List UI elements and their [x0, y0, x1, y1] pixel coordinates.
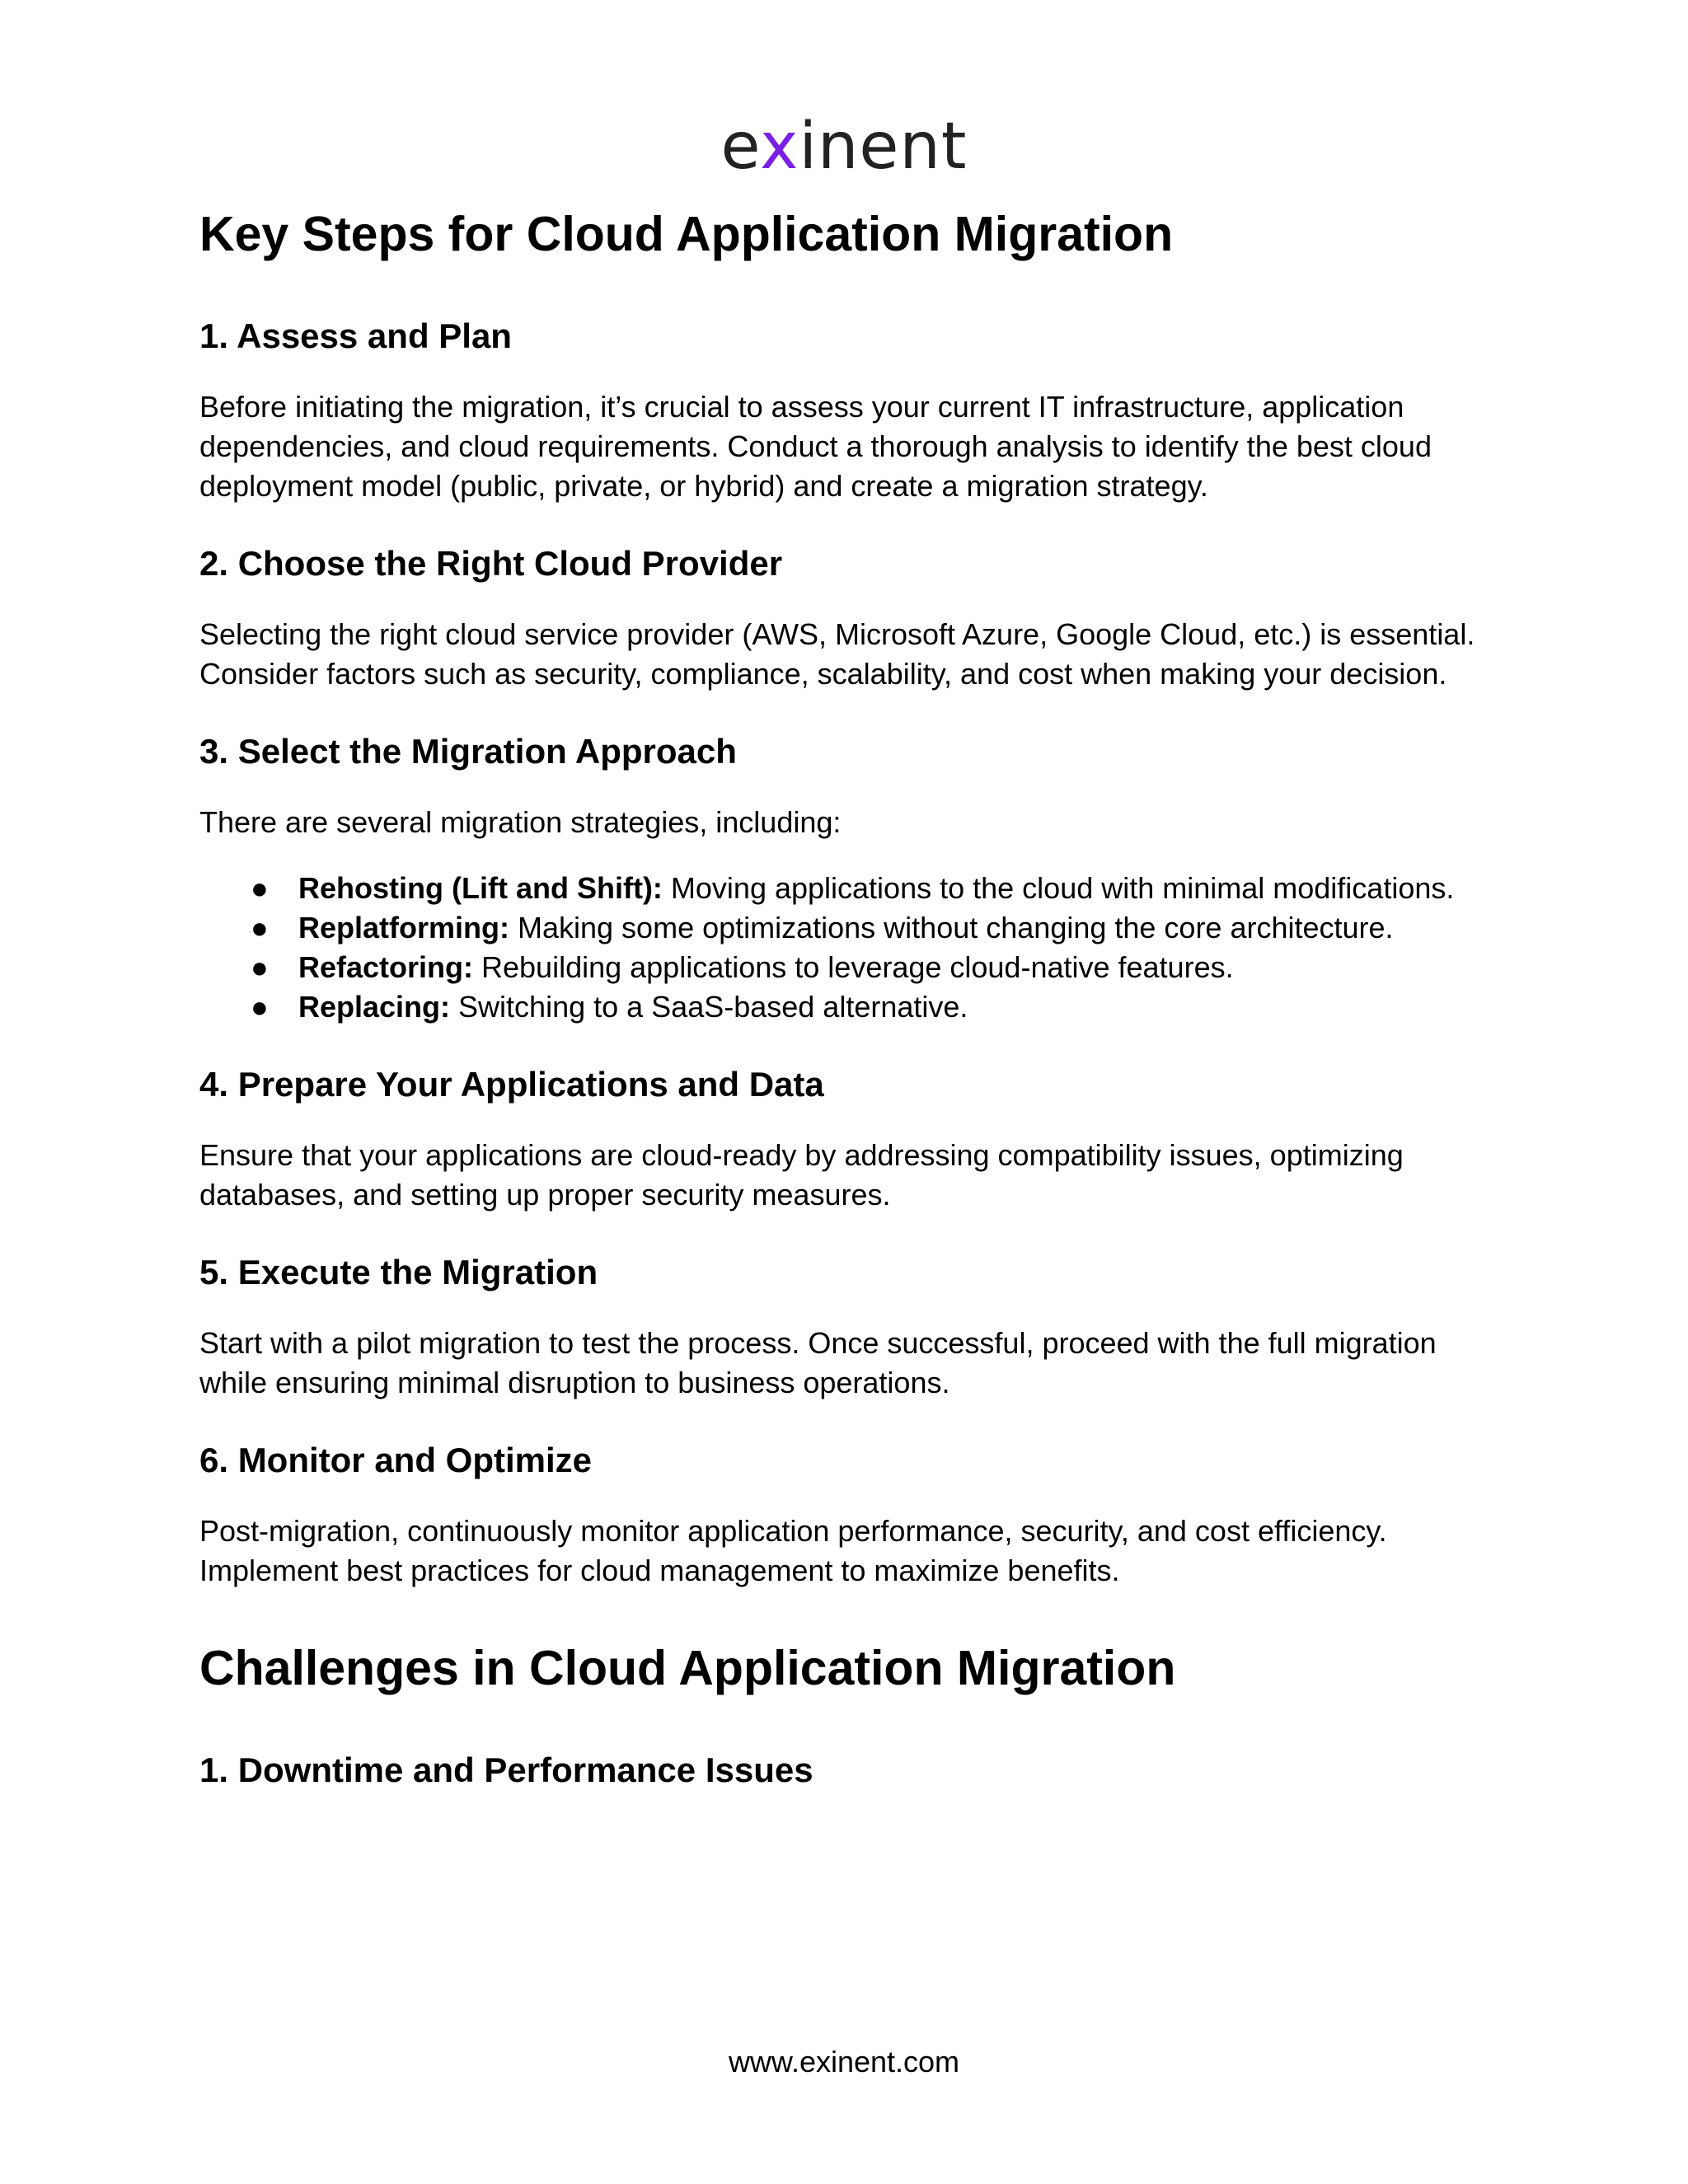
list-item-label: Rehosting (Lift and Shift): — [298, 871, 663, 905]
list-item — [199, 908, 1502, 948]
step-1-heading: 1. Assess and Plan — [199, 316, 512, 355]
logo-prefix: e — [720, 110, 761, 184]
step-4-body: Ensure that your applications are cloud-ready by addressing compatibility issues, optimizing databases, and setting up proper security measures. — [199, 1138, 1404, 1212]
bullet-icon: ● — [251, 911, 269, 944]
step-2-body: Selecting the right cloud service provider (AWS, Microsoft Azure, Google Cloud, etc.) is essential. Consider factors such as security, compliance, scalability, and cost when making your decision. — [199, 617, 1475, 691]
list-item-label: Replacing: — [298, 990, 451, 1024]
list-item-label: Refactoring: — [298, 950, 474, 984]
step-6-body: Post-migration, continuously monitor application performance, security, and cost efficiency. Implement best practices for cloud management to maximize benefits. — [199, 1514, 1387, 1587]
step-3-heading: 3. Select the Migration Approach — [199, 732, 737, 771]
list-item — [199, 948, 1502, 987]
list-item — [199, 869, 1502, 908]
step-5-heading: 5. Execute the Migration — [199, 1253, 598, 1291]
document-content — [199, 201, 1502, 1795]
list-item-text: Moving applications to the cloud with minimal modifications. — [662, 871, 1455, 905]
exinent-logo — [0, 105, 1688, 188]
list-item-text: Switching to a SaaS-based alternative. — [450, 990, 968, 1024]
list-item — [199, 987, 1502, 1027]
footer-url: www.exinent.com — [728, 2045, 960, 2079]
step-2-heading: 2. Choose the Right Cloud Provider — [199, 544, 783, 583]
migration-strategies-list — [199, 869, 1502, 1027]
key-steps-title: Key Steps for Cloud Application Migration — [199, 207, 1174, 261]
bullet-icon: ● — [251, 871, 269, 905]
challenges-title: Challenges in Cloud Application Migration — [199, 1641, 1176, 1695]
challenge-1-heading: 1. Downtime and Performance Issues — [199, 1750, 814, 1789]
step-6-heading: 6. Monitor and Optimize — [199, 1441, 593, 1479]
step-5-body: Start with a pilot migration to test the process. Once successful, proceed with the full migration while ensuring minimal disruption to business operations. — [199, 1326, 1437, 1399]
bullet-icon: ● — [251, 990, 269, 1024]
step-4-heading: 4. Prepare Your Applications and Data — [199, 1065, 824, 1104]
bullet-icon: ● — [251, 950, 269, 984]
list-item-text: Rebuilding applications to leverage cloud-native features. — [473, 950, 1234, 984]
step-3-body: There are several migration strategies, including: — [199, 805, 842, 839]
logo-suffix: inent — [799, 110, 968, 184]
step-1-body: Before initiating the migration, it’s crucial to assess your current IT infrastructure, application dependencies, and cloud requirements. Conduct a thorough analysis to identify the best cloud deployment model (public, private, or hybrid) and create a migration strategy. — [199, 390, 1432, 503]
list-item-label: Replatforming: — [298, 911, 509, 944]
list-item-text: Making some optimizations without changing the core architecture. — [509, 911, 1394, 944]
logo-x: x — [760, 110, 799, 184]
